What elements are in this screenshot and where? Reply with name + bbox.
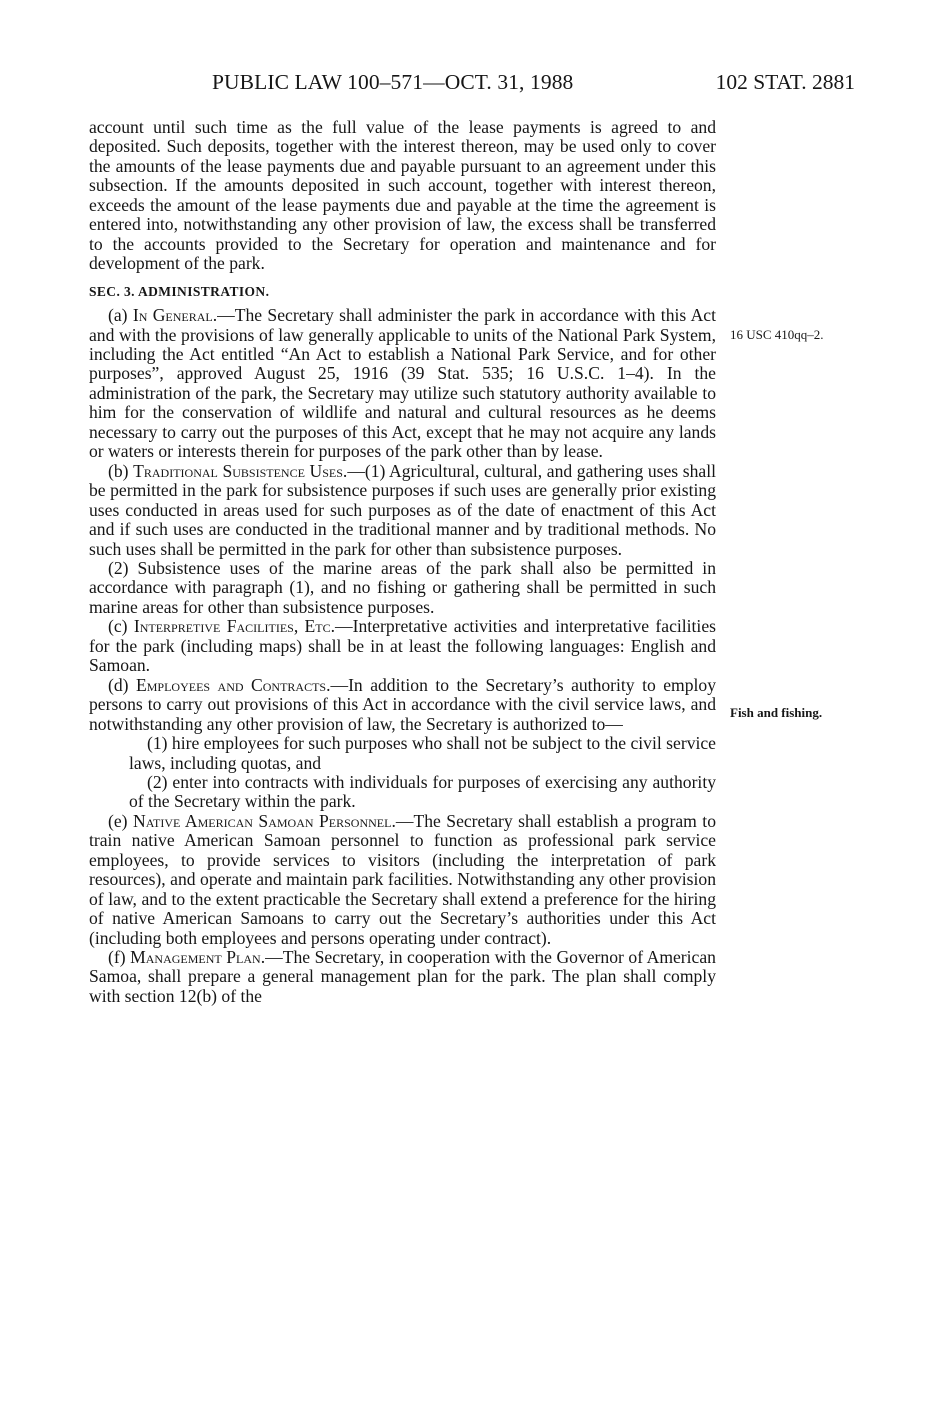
section-heading: SEC. 3. ADMINISTRATION. bbox=[89, 283, 270, 299]
page-body bbox=[89, 118, 716, 1006]
subsection-b: (b) Traditional Subsistence Uses.—(1) Agricultural, cultural, and gathering uses shall be permitted in the park for subsistence purposes if such uses are generally prior existing uses conducted in areas used for such purposes as of the date of enactment of this Act and if such uses are conducted in the traditional manner and by traditional methods. No such uses shall be permitted in the park for other than subsistence purposes. bbox=[89, 460, 716, 559]
subsection-c-heading: Interpretive Facilities, Etc. bbox=[133, 616, 336, 637]
subsection-e-heading: Native American Samoan Personnel. bbox=[133, 810, 396, 831]
page-citation: 102 STAT. 2881 bbox=[715, 70, 855, 94]
subsection-e: (e) Native American Samoan Personnel.—The Secretary shall establish a program to train native American Samoan personnel to function as professional park service employees, to provide services to visitors (including the interpretation of park resources), and operate and maintain park facilities. Notwithstanding any other provision of law, and to the extent practicable the Secretary shall extend a preference for the hiring of native American Samoans to carry out the Secretary’s authorities under this Act (including both employees and persons operating under contract). bbox=[89, 810, 716, 948]
margin-note-usc: 16 USC 410qq–2. bbox=[730, 327, 824, 342]
running-header-title: PUBLIC LAW 100–571—OCT. 31, 1988 bbox=[212, 70, 574, 94]
margin-note-fish: Fish and fishing. bbox=[730, 705, 823, 720]
subsection-d-item-1: (1) hire employees for such purposes who shall not be subject to the civil service laws, including quotas, and bbox=[129, 733, 716, 773]
subsection-c: (c) Interpretive Facilities, Etc.—Interpretative activities and interpretative facilities for the park (including maps) shall be in at least the following languages: English and Samoan. bbox=[89, 616, 716, 676]
subsection-f: (f) Management Plan.—The Secretary, in cooperation with the Governor of American Samoa, shall prepare a general management plan for the park. The plan shall comply with section 12(b) of the bbox=[89, 947, 716, 1006]
subsection-a-heading: In General. bbox=[132, 305, 218, 326]
subsection-d: (d) Employees and Contracts.—In addition to the Secretary’s authority to employ persons to carry out provisions of this Act in accordance with the civil service laws, and notwithstanding any other provision of law, the Secretary is authorized to— bbox=[89, 674, 716, 734]
subsection-d-heading: Employees and Contracts. bbox=[135, 674, 331, 695]
subsection-d-item-2: (2) enter into contracts with individuals for purposes of exercising any authority of the Secretary within the park. bbox=[129, 771, 716, 812]
continued-paragraph: account until such time as the full value of the lease payments is agreed to and deposited. Such deposits, together with the interest thereon, may be used only to cover the amounts of the lease payments due and payable pursuant to an agreement under this subsection. If the amounts deposited in such account, together with interest thereon, exceeds the amount of the lease payments due and payable at the time the agreement is entered into, notwithstanding any other provision of law, the excess shall be transferred to the accounts provided to the Secretary for operation and maintenance and for development of the park. bbox=[89, 117, 716, 274]
subsection-f-heading: Management Plan. bbox=[130, 947, 266, 968]
subsection-b-heading: Traditional Subsistence Uses. bbox=[133, 460, 348, 481]
subsection-a: (a) In General.—The Secretary shall administer the park in accordance with this Act and with the provisions of law generally applicable to units of the National Park System, including the Act entitled “An Act to establish a National Park Service, and for other purposes”, approved August 25, 1916 (39 Stat. 535; 16 U.S.C. 1–4). In the administration of the park, the Secretary may utilize such statutory authority available to him for the conservation of wildlife and natural and cultural resources as he deems necessary to carry out the purposes of this Act, except that he may not acquire any lands or waters or interests therein for purposes of the park other than by lease. bbox=[89, 305, 716, 462]
subsection-b-paragraph-2: (2) Subsistence uses of the marine areas of the park shall also be permitted in accordance with paragraph (1), and no fishing or gathering shall be permitted in such marine areas for other than subsistence purposes. bbox=[89, 557, 716, 617]
